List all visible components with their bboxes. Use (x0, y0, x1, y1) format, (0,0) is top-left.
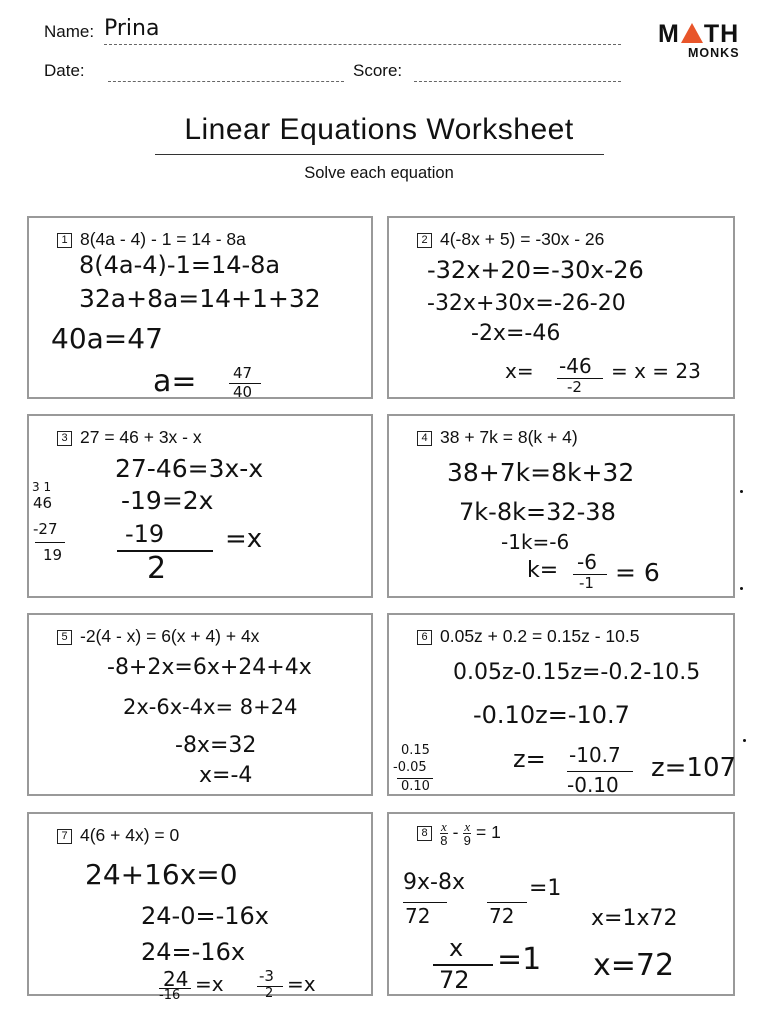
handwritten-fraction-num: 24 (163, 967, 189, 991)
handwritten-step: 24=-16x (141, 938, 246, 966)
handwritten-step: -0.10z=-10.7 (473, 701, 630, 729)
handwritten-step: 0.05z-0.15z=-0.2-10.5 (453, 660, 701, 685)
handwritten-fraction-den: 72 (489, 904, 515, 928)
handwritten-step: 7k-8k=32-38 (459, 498, 616, 526)
problem-equation: 7 4(6 + 4x) = 0 (57, 825, 179, 846)
handwritten-step: =1 (497, 942, 542, 977)
handwritten-step: -19=2x (121, 486, 214, 515)
score-line[interactable] (414, 81, 621, 82)
handwritten-step: -32x+30x=-26-20 (427, 291, 626, 316)
handwritten-fraction-den: 40 (233, 383, 253, 401)
name-value-handwritten[interactable]: Prina (104, 16, 160, 41)
handwritten-step: = 6 (615, 558, 660, 587)
handwritten-fraction-den: 72 (405, 904, 431, 928)
side-calc: 19 (43, 546, 63, 564)
side-calc-bar (35, 542, 65, 543)
problem-number: 4 (417, 431, 432, 446)
handwritten-step: x=-4 (199, 763, 253, 788)
handwritten-step: 27-46=3x-x (115, 454, 264, 483)
handwritten-fraction-den: 2 (265, 986, 274, 1001)
fraction-bar (487, 902, 527, 903)
problem-equation: 3 27 = 46 + 3x - x (57, 427, 202, 448)
handwritten-fraction-num: -3 (259, 967, 274, 985)
name-label: Name: (44, 22, 95, 41)
name-line (104, 44, 621, 45)
handwritten-step: =x (195, 972, 224, 996)
side-calc: 3 1 (32, 480, 52, 494)
fraction-bar (567, 771, 633, 772)
problem-equation: 1 8(4a - 4) - 1 = 14 - 8a (57, 229, 246, 250)
handwritten-step: 8(4a-4)-1=14-8a (79, 251, 281, 279)
handwritten-step: 24-0=-16x (141, 902, 269, 930)
handwritten-fraction-num: -10.7 (569, 743, 621, 767)
handwritten-step: x= (505, 359, 534, 383)
handwritten-step: -2x=-46 (471, 321, 561, 346)
problem-number: 5 (57, 630, 72, 645)
handwritten-step: 2x-6x-4x= 8+24 (123, 695, 298, 719)
handwritten-step: =x (225, 524, 263, 554)
handwritten-fraction-num: -19 (125, 520, 165, 548)
side-calc: 0.10 (401, 779, 430, 794)
handwritten-fraction-num: -6 (577, 550, 597, 574)
problem-number: 7 (57, 829, 72, 844)
stray-mark (740, 490, 743, 493)
problem-number: 1 (57, 233, 72, 248)
problem-card-7 (27, 812, 373, 1003)
side-calc: -0.05 (393, 760, 427, 775)
date-label: Date: (44, 61, 85, 80)
handwritten-step: = x = 23 (611, 359, 701, 383)
logo-math-text: M TH (658, 20, 740, 48)
handwritten-step: x=1x72 (591, 906, 678, 931)
handwritten-fraction-den: -1 (579, 574, 594, 592)
side-calc: 0.15 (401, 743, 430, 758)
handwritten-step: -32x+20=-30x-26 (427, 256, 644, 284)
handwritten-fraction-den: -2 (567, 378, 582, 396)
handwritten-step: z= (513, 745, 546, 773)
problem-card-3 (27, 414, 373, 598)
problem-equation: 4 38 + 7k = 8(k + 4) (417, 427, 578, 448)
problem-equation: 6 0.05z + 0.2 = 0.15z - 10.5 (417, 626, 639, 647)
handwritten-fraction-num: -46 (559, 354, 592, 378)
handwritten-step: =x (287, 972, 316, 996)
page-subtitle: Solve each equation (304, 164, 454, 182)
title-underline (155, 154, 604, 155)
handwritten-fraction-den: -16 (159, 988, 181, 1003)
handwritten-step: 38+7k=8k+32 (447, 458, 635, 487)
problem-number: 6 (417, 630, 432, 645)
handwritten-step: 24+16x=0 (85, 858, 238, 891)
problem-card-5 (27, 613, 373, 796)
handwritten-step: -8x=32 (175, 733, 257, 758)
handwritten-step: k= (527, 558, 559, 583)
problem-number: 3 (57, 431, 72, 446)
side-calc: 46 (33, 494, 53, 512)
problem-number: 8 (417, 826, 432, 841)
problem-number: 2 (417, 233, 432, 248)
handwritten-fraction-den: -0.10 (567, 773, 619, 797)
problem-card-4 (387, 414, 735, 598)
fraction-x-over-9: $\frac{x}{9}$ (463, 819, 471, 848)
side-calc: -27 (33, 520, 58, 538)
problem-card-6 (387, 613, 735, 796)
handwritten-step: =1 (529, 876, 562, 901)
problem-equation: 8 $\frac{x}{8}$ - $\frac{x}{9}$ = 1 (417, 820, 501, 847)
stray-mark (743, 739, 746, 742)
score-label: Score: (353, 61, 403, 80)
handwritten-fraction-num: 9x-8x (403, 870, 465, 895)
handwritten-step: z=107 (651, 753, 737, 783)
problem-equation: 5 -2(4 - x) = 6(x + 4) + 4x (57, 626, 259, 647)
handwritten-step: -1k=-6 (501, 530, 570, 554)
problem-equation: 2 4(-8x + 5) = -30x - 26 (417, 229, 604, 250)
handwritten-step: 32a+8a=14+1+32 (79, 284, 321, 313)
date-line[interactable] (108, 81, 344, 82)
fraction-bar (403, 902, 447, 903)
handwritten-step: a= (153, 364, 197, 399)
logo-monks-text: MONKS (688, 46, 740, 60)
stray-mark (740, 587, 743, 590)
handwritten-fraction-num: 47 (233, 364, 253, 382)
handwritten-fraction-den: 2 (147, 551, 167, 586)
handwritten-step: 40a=47 (51, 322, 163, 355)
handwritten-step: -8+2x=6x+24+4x (107, 655, 312, 680)
fraction-x-over-8: $\frac{x}{8}$ (440, 819, 448, 848)
problem-card-8 (387, 812, 735, 996)
problem-card-1 (27, 216, 373, 399)
problem-card-2 (387, 216, 735, 399)
triangle-icon (681, 23, 703, 43)
page-title: Linear Equations Worksheet (184, 113, 574, 146)
handwritten-step: x=72 (593, 948, 675, 983)
handwritten-fraction-den: 72 (439, 966, 470, 994)
handwritten-fraction-num: x (449, 934, 464, 962)
